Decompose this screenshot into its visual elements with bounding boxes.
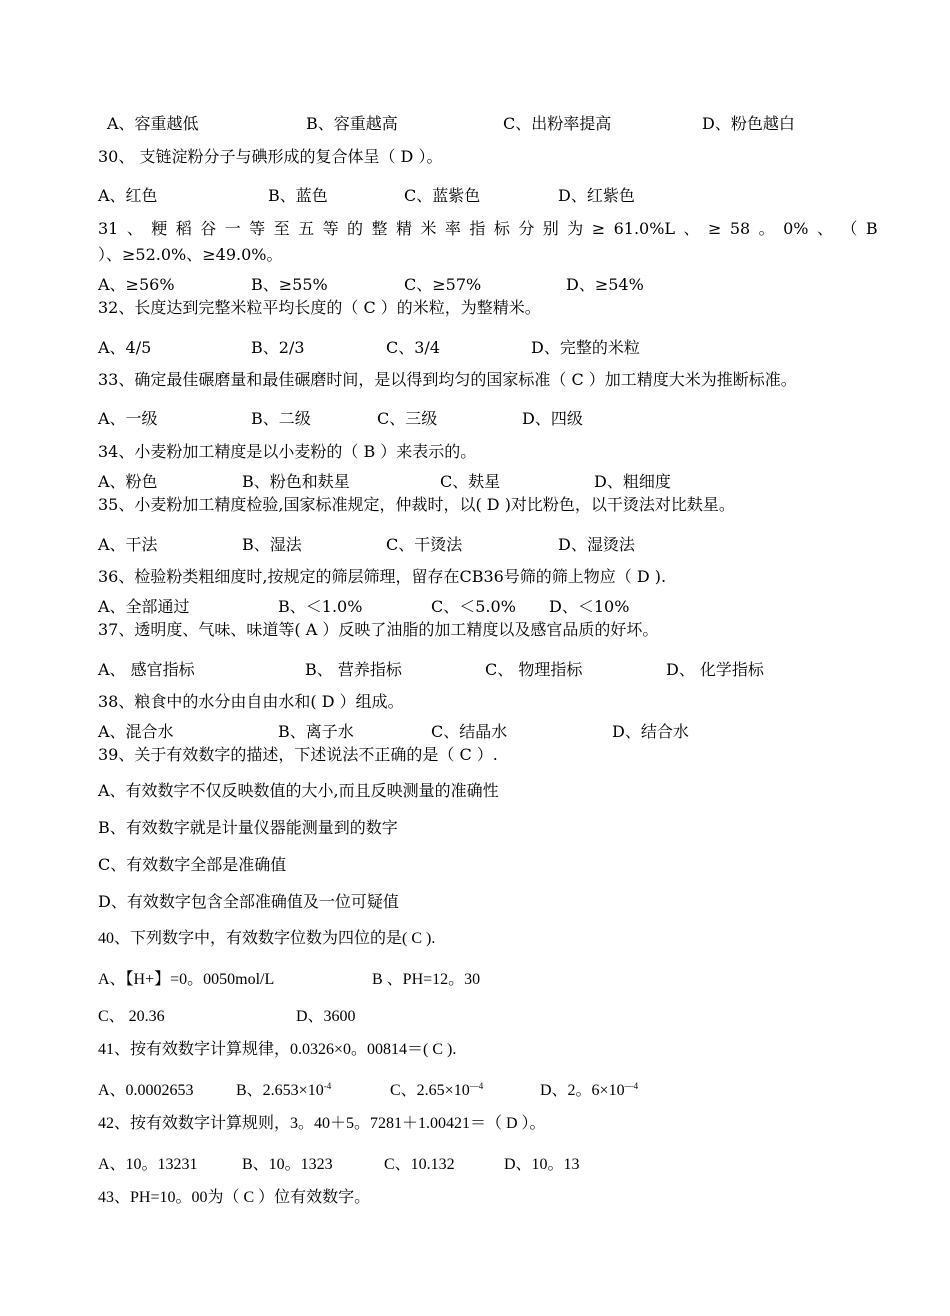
option-a: A、全部通过	[98, 597, 190, 616]
question-41-stem: 41、按有效数字计算规律，0.0326×0。00814＝( C ).	[98, 1041, 457, 1058]
stem-token: 率	[444, 219, 461, 238]
option-text: C、2.65×10	[390, 1082, 470, 1099]
option-a: A、红色	[98, 186, 158, 205]
option-b: B、粉色和麸星	[242, 472, 350, 491]
stem-token: ≥	[591, 219, 606, 238]
option-c: C、10.132	[384, 1156, 455, 1173]
option-d: D、湿烫法	[558, 535, 635, 554]
exponent: —4	[469, 1081, 484, 1091]
question-31-stem-line1	[98, 219, 878, 239]
question-38-stem: 38、粮食中的水分由自由水和( D ）组成。	[98, 692, 404, 711]
stem-token: 为	[567, 219, 584, 238]
exponent: -4	[323, 1081, 332, 1091]
option-b: B、有效数字就是计量仪器能测量到的数字	[98, 818, 398, 837]
option-text: B、2.653×10	[236, 1082, 324, 1099]
option-a: A、有效数字不仅反映数值的大小,而且反映测量的准确性	[98, 781, 499, 800]
option-d: D、 化学指标	[666, 660, 764, 679]
question-31-stem-line2: ）、≥52.0%、≥49.0%。	[98, 245, 283, 264]
option-d	[540, 1077, 638, 1100]
option-c: C、 物理指标	[485, 660, 583, 679]
stem-token: 的	[347, 219, 364, 238]
option-c: C、结晶水	[431, 722, 508, 741]
stem-token: 。	[758, 219, 775, 238]
stem-token: 等	[322, 219, 339, 238]
option-d: D、粉色越白	[702, 114, 795, 133]
stem-token: 、	[816, 219, 833, 238]
option-b: B、蓝色	[268, 186, 328, 205]
stem-token: 粳	[151, 219, 168, 238]
question-40-stem: 40、下列数字中，有效数字位数为四位的是( C ).	[98, 930, 436, 947]
option-b: B、湿法	[242, 535, 302, 554]
option-d: D、完整的米粒	[531, 338, 640, 357]
stem-token: 谷	[200, 219, 217, 238]
option-a	[98, 1077, 194, 1100]
option-b: B、10。1323	[242, 1156, 333, 1173]
stem-token: 61.0%L	[613, 219, 676, 238]
stem-token: 、	[126, 219, 143, 238]
option-text: D、2。6×10	[540, 1082, 625, 1099]
option-d: D、粗细度	[594, 472, 671, 491]
option-c: C、有效数字全部是准确值	[98, 855, 287, 874]
option-a: A、容重越低	[107, 114, 199, 133]
option-a: A、4/5	[98, 338, 152, 357]
stem-token: 标	[493, 219, 510, 238]
option-a: A、≥56%	[98, 275, 175, 294]
exponent: —4	[624, 1081, 639, 1091]
stem-token: 分	[518, 219, 535, 238]
stem-token: 五	[298, 219, 315, 238]
option-c: C、 20.36	[98, 1008, 165, 1025]
question-32-stem: 32、长度达到完整米粒平均长度的（ C ）的米粒，为整精米。	[98, 298, 541, 317]
option-a: A、10。13231	[98, 1156, 198, 1173]
option-b: B 、PH=12。30	[372, 971, 481, 988]
option-b	[236, 1077, 331, 1100]
stem-token: 0%	[783, 219, 809, 238]
stem-token: 精	[395, 219, 412, 238]
stem-token: 一	[224, 219, 241, 238]
stem-token: 指	[469, 219, 486, 238]
option-d: D、结合水	[612, 722, 689, 741]
option-b: B、 营养指标	[305, 660, 402, 679]
option-d: D、3600	[296, 1008, 356, 1025]
option-d: D、＜10%	[549, 597, 630, 616]
stem-token: 别	[542, 219, 559, 238]
option-d: D、有效数字包含全部准确值及一位可疑值	[98, 892, 399, 911]
option-d: D、10。13	[504, 1156, 580, 1173]
option-a: A、一级	[98, 409, 158, 428]
stem-token: 整	[371, 219, 388, 238]
question-42-stem: 42、按有效数字计算规则，3。40＋5。7281＋1.00421＝（ D ）。	[98, 1115, 546, 1132]
question-36-stem: 36、检验粉类粗细度时,按规定的筛层筛理，留存在CB36号筛的筛上物应（ D ).	[98, 567, 667, 586]
option-c: C、出粉率提高	[503, 114, 612, 133]
question-35-stem: 35、小麦粉加工精度检验,国家标准规定，仲裁时，以( D )对比粉色，以干烫法对比麸星。	[98, 495, 735, 514]
option-d: D、四级	[522, 409, 583, 428]
question-30-stem: 30、 支链淀粉分子与碘形成的复合体呈（ D ）。	[98, 147, 443, 166]
option-c	[390, 1077, 483, 1100]
option-b: B、容重越高	[306, 114, 398, 133]
option-a: A、混合水	[98, 722, 174, 741]
option-b: B、2/3	[251, 338, 305, 357]
option-b: B、＜1.0%	[278, 597, 363, 616]
option-c: C、3/4	[386, 338, 440, 357]
option-c: C、麸星	[440, 472, 501, 491]
option-b: B、离子水	[278, 722, 354, 741]
option-c: C、蓝紫色	[404, 186, 481, 205]
option-b: B、≥55%	[251, 275, 328, 294]
option-c: C、三级	[377, 409, 438, 428]
stem-token: （	[841, 219, 858, 238]
option-d: D、红紫色	[558, 186, 635, 205]
stem-token: 、	[683, 219, 700, 238]
option-c: C、≥57%	[404, 275, 482, 294]
stem-token: 58	[729, 219, 751, 238]
question-43-stem: 43、PH=10。00为（ C ）位有效数字。	[98, 1189, 371, 1206]
option-a: A、粉色	[98, 472, 158, 491]
question-37-stem: 37、透明度、气味、味道等( A ）反映了油脂的加工精度以及感官品质的好坏。	[98, 620, 659, 639]
option-b: B、二级	[251, 409, 311, 428]
stem-token: 31	[98, 219, 119, 238]
option-text: A、0.0002653	[98, 1082, 194, 1099]
stem-token: 米	[420, 219, 437, 238]
option-c: C、干烫法	[386, 535, 463, 554]
option-a: A、【H+】=0。0050mol/L	[98, 971, 275, 988]
stem-token: 稻	[175, 219, 192, 238]
question-39-stem: 39、关于有效数字的描述，下述说法不正确的是（ C ）.	[98, 745, 498, 764]
stem-token: 等	[249, 219, 266, 238]
question-34-stem: 34、小麦粉加工精度是以小麦粉的（ B ）来表示的。	[98, 442, 477, 461]
question-33-stem: 33、确定最佳碾磨量和最佳碾磨时间，是以得到均匀的国家标准（ C ）加工精度大米为推断标准。	[98, 370, 797, 389]
stem-token: 至	[273, 219, 290, 238]
option-a: A、干法	[98, 535, 158, 554]
option-c: C、＜5.0%	[431, 597, 516, 616]
stem-token: ≥	[707, 219, 722, 238]
option-a: A、 感官指标	[98, 660, 195, 679]
option-d: D、≥54%	[566, 275, 644, 294]
stem-token: B	[865, 219, 878, 238]
